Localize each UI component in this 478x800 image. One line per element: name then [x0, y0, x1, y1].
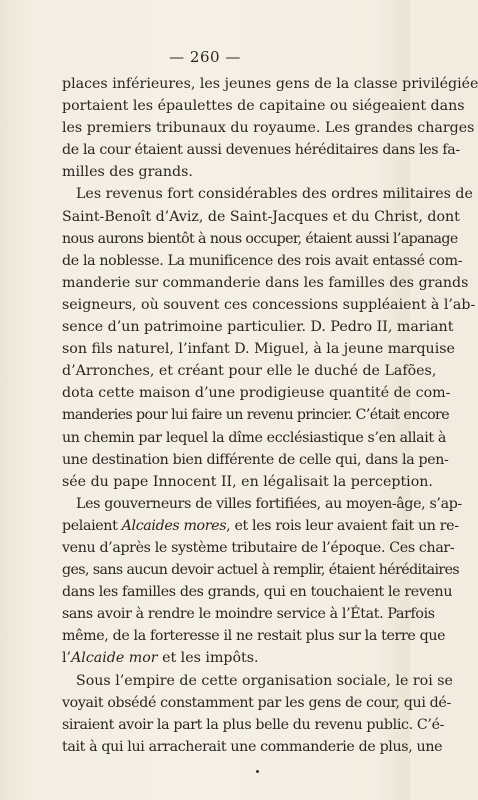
page-number: — 260 —	[169, 48, 241, 66]
text-line: les premiers tribunaux du royaume. Les grandes charges	[62, 120, 475, 137]
text-line: manderie sur commanderie dans les familles des grands	[62, 274, 469, 291]
text-line: venu d’après le système tributaire de l’époque. Ces char-	[62, 539, 455, 556]
text-line: dans les familles des grands, qui en touchaient le revenu	[62, 584, 453, 601]
text-line: sence d’un patrimoine particulier. D. Pedro II, mariant	[62, 319, 454, 336]
text-run: , et les rois leur avaient fait un re-	[226, 517, 459, 534]
text-line: Saint-Benoît d’Aviz, de Saint-Jacques et du Christ, dont	[62, 208, 460, 225]
text-line: milles des grands.	[62, 164, 193, 181]
text-line: même, de la forteresse il ne restait plus sur la terre que	[62, 628, 446, 645]
text-line: portaient les épaulettes de capitaine ou siégeaient dans	[62, 98, 465, 115]
text-run: et les impôts.	[157, 650, 259, 667]
text-line: sée du pape Innocent II, en légalisait la perception.	[62, 473, 433, 490]
text-run: l’	[62, 650, 72, 667]
text-line: Les revenus fort considérables des ordres militaires de	[76, 186, 473, 203]
text-line: de la cour étaient aussi devenues héréditaires dans les fa-	[62, 142, 460, 159]
page-mark	[256, 770, 259, 773]
text-line: un chemin par lequel la dîme ecclésiastique s’en allait à	[62, 429, 447, 446]
italic-term: Alcaide mor	[71, 650, 158, 667]
text-line: siraient avoir la part la plus belle du revenu public. C’é-	[62, 716, 445, 733]
text-line: Sous l’empire de cette organisation sociale, le roi se	[76, 672, 453, 689]
text-line: Les gouverneurs de villes fortifiées, au moyen-âge, s’ap-	[76, 495, 462, 512]
text-line: tait à qui lui arracherait une commanderie de plus, une	[62, 738, 443, 755]
text-line	[62, 647, 372, 669]
text-line: une destination bien différente de celle qui, dans la pen-	[62, 451, 449, 468]
italic-term: Alcaides mores	[121, 517, 227, 534]
text-line: places inférieures, les jeunes gens de la classe privilégiée	[62, 76, 478, 92]
text-line: manderies pour lui faire un revenu princier. C’était encore	[62, 407, 450, 424]
text-line: ges, sans aucun devoir actuel à remplir, étaient héréditaires	[62, 562, 460, 579]
text-line: seigneurs, où souvent ces concessions suppléaient à l’ab-	[62, 296, 476, 313]
text-line	[62, 515, 459, 537]
text-line: dota cette maison d’une prodigieuse quantité de com-	[62, 385, 451, 402]
text-run: pelaient	[62, 517, 122, 534]
text-line: d’Arronches, et créant pour elle le duché de Lafões,	[62, 363, 437, 380]
text-line: voyait obsédé constamment par les gens de cour, qui dé-	[62, 694, 451, 711]
text-line: de la noblesse. La munificence des rois avait entassé com-	[62, 252, 463, 269]
text-line: son fils naturel, l’infant D. Miguel, à la jeune marquise	[62, 341, 455, 358]
text-line: nous aurons bientôt à nous occuper, étaient aussi l’apanage	[62, 230, 458, 247]
body-text	[62, 73, 478, 758]
text-line: sans avoir à rendre le moindre service à l’État. Parfois	[62, 606, 435, 623]
